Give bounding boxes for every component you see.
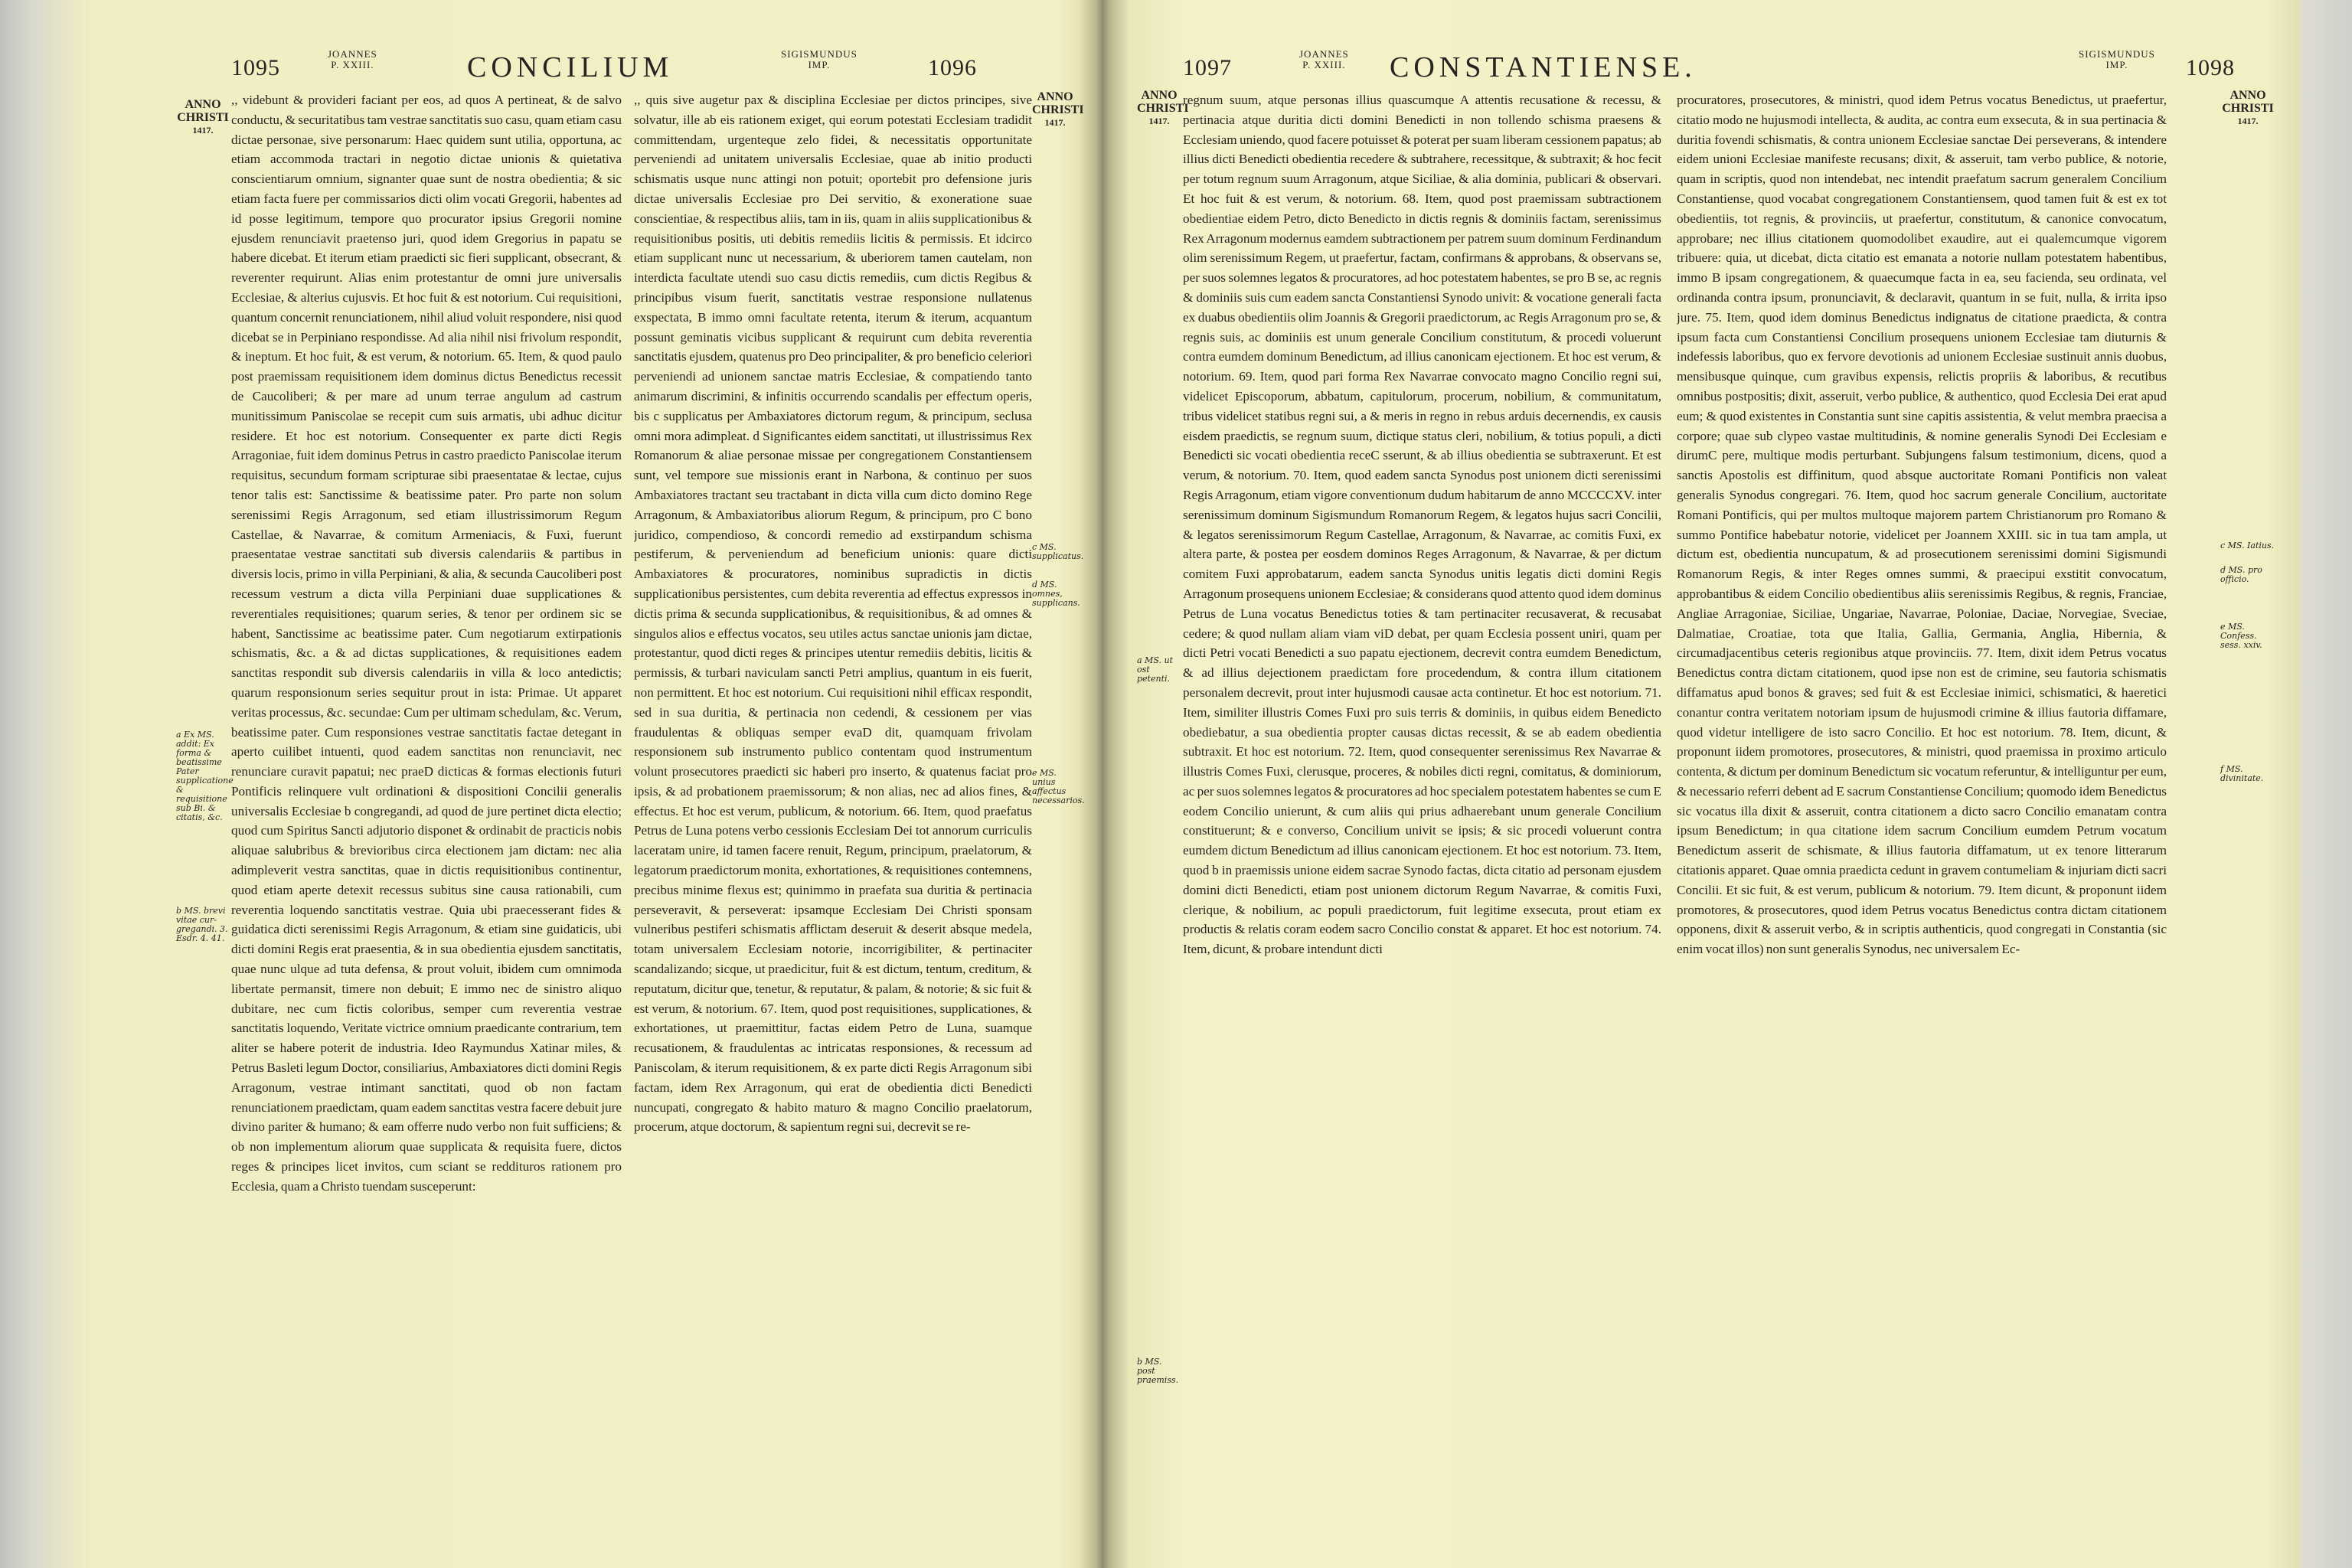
inner-note-e: e MS. unius affectus necessarios. (1032, 768, 1085, 805)
margin-note-a: a Ex MS. addit: Ex forma & beatissime Pater supplicatione & requisitione sub Bi. & citatis, &c. (176, 730, 234, 822)
outer-note-f: f MS. divinitate. (2220, 764, 2264, 783)
right-note-b: b MS. post praemiss. (1137, 1357, 1179, 1385)
right-outer-margin (2220, 89, 2275, 783)
outer-note-d: d MS. pro officio. (2220, 565, 2262, 584)
left-pope-label: JOANNES P. XXIII. (328, 48, 377, 70)
outer-margin-anno: ANNO (2230, 89, 2266, 102)
outer-note-e: e MS. Confess. sess. xxiv. (2220, 622, 2262, 650)
left-page-number-1: 1095 (231, 55, 280, 80)
left-column-2 (634, 90, 1032, 1530)
right-left-margin (1137, 89, 1189, 1385)
left-emperor-label: SIGISMUNDUS IMP. (781, 48, 858, 70)
left-running-title: CONCILIUM (467, 51, 674, 83)
left-page-columns (231, 90, 1087, 1530)
left-inner-margin (1032, 90, 1085, 1530)
right-margin-anno: ANNO (1141, 89, 1178, 102)
right-column-2 (1677, 90, 2167, 1530)
inner-note-c: c MS. supplicatus. (1032, 542, 1084, 561)
margin-year: 1417. (192, 125, 214, 136)
left-page (176, 44, 1087, 1545)
right-column-1 (1183, 90, 1661, 1530)
right-margin-year: 1417. (1148, 116, 1170, 126)
left-margin (176, 98, 234, 943)
outer-margin-christi: CHRISTI (2222, 102, 2274, 115)
right-page-header (1129, 44, 2285, 90)
outer-margin-year: 1417. (2237, 116, 2259, 126)
right-note-a: a MS. ut ost petenti. (1137, 655, 1173, 684)
right-running-title: CONSTANTIENSE. (1390, 51, 1697, 83)
inner-margin-year: 1417. (1044, 117, 1066, 128)
margin-christi: CHRISTI (177, 111, 229, 124)
inner-note-d: d MS. omnes, supplicans. (1032, 580, 1080, 608)
right-column-2-text: procuratores, prosecutores, & ministri, quod idem Petrus vocatus Benedictus, ut praefertur, citatio modo ne hujusmodi intellecta, & audita, ac contra eum exsecuta, & in sua pertinacia & duritia fovendi schismatis, & contra unionem Ecclesiae sanctae Dei perseverans, & intendere eidem unioni Ecclesiae manifeste recusans; dixit, & asseruit, tam verbo publice, & notorie, quam in scriptis, quod non intendebat, nec intendit praefatum sacrum generalem Concilium Constantiense, quod vocabat congregationem Constantiensem, quod tamen fuit & est ex tot obedientiis, tot regnis, & provinciis, ut praefertur, constitutum, & canonice convocatum, approbare; nec illius citationem quomodolibet exaudire, aut ei qualemcumque vigorem tribuere: quia, ut dicebat, dicta citatio est emanata a notorie nullam potestatem habentibus, immo B ipsam congregationem, & quaecumque facta in ea, seu facienda, seu ordinata, vel ordinanda contra ipsum, pronunciavit, & declaravit, quantum in se fuit, nulla, & irrita ipso jure. 75. Item, quod idem dominus Benedictus indignatus de citatione praedicta, & contra ipsum facta cum Constantiensi Concilium prosequens unionem Ecclesiae tam diuturnis & indefessis laboribus, quo ex fervore devotionis ad unionem Ecclesiae sustinuit annis duobus, mensibusque quinque, cum gravibus expensis, relictis propriis & laboribus, & recutibus omnibus postpositis; dixit, asseruit, verbo publice, & authentico, quod Ecclesia Dei erat apud eum; & quod existentes in Constantia sunt sine capitis assistentia, & velut membra praecisa a corpore; quae sub clypeo vastae multitudinis, & nomine generalis Synodi Dei Ecclesiam e dirumC pere, multique modis perturbant. Subjungens falsum testimonium, dicens, quod a sanctis Apostolis est diffinitum, quod absque auctoritate Romani Pontificis non valeat generalis Synodus congregari. 76. Item, quod hoc sacrum generale Concilium, auctoritate Romani Pontificis, qui per multos multoque majorem partem Christianorum pro Romano & summo Pontifice habebatur notorie, videlicet per Joannem XXIII. sic in tua tam ampla, ut dictum est, obedientia nuncupatum, & ad prosecutionem serenissimi domini Sigismundi Romanorum Regis, & inter Reges omnes summi, & praecipui exstitit convocatum, approbantibus & eidem Concilio obedientibus aliis serenissimis Regibus, & regnis, Franciae, Angliae Arragoniae, Siciliae, Ungariae, Navarrae, Poloniae, Daciae, Norvegiae, Sveciae, Dalmatiae, Croatiae, tota que Italia, Gallia, Germania, Anglia, Hibernia, & circumadjacentibus ceteris regionibus atque provinciis. 77. Item, dixit idem Petrus vocatus Benedictus contra dictam citationem, quod ipse non est de crimine, seu fautoria schismatis diffamatus apud bonos & graves; sed fuit & est Ecclesiae inimici, schismatici, & haeretici conantur contra veritatem notoriam ipsum de hujusmodi crimine & illius fautoria diffamare, quod videtur intelligere de isto sacro Concilio. Et hoc est notorium. 78. Item, dicunt, & proponunt iidem promotores, prosecutores, & ministri, quod praemissa in proximo articulo contenta, & dictum per dominum Benedictum sic vocatum referuntur, & intelliguntur per eum, & necessario referri debent ad E sacrum Constantiense Concilium; quomodo idem Benedictus sic vocatus illa dixit & asseruit, contra citationem a dicto sacro Concilio emanatam contra ipsum Benedictum; in qua citatione idem sacrum Concilium eumdem Petrum vocatum Benedictum asserit de schismate, & illius fautoria diffamatum, ut ex tenore litterarum citationis apparet. Quae omnia praedicta cedunt in gravem contumeliam & injuriam dicti sacri Concilii. Et sic fuit, & est verum, publicum & notorium. 79. Item dicunt, & proponunt iidem promotores, & prosecutores, quod idem Petrus vocatus Benedictus contra dictam citationem opponens, dixit & asseruit verbo, & in scriptis authenticis, quod congregati in Constantia (sic enim vocat illos) non sunt generalis Synodus, nec universalem Ec- (1677, 93, 2167, 957)
margin-anno: ANNO (185, 98, 221, 111)
right-page (1129, 44, 2285, 1545)
right-emperor-label: SIGISMUNDUS IMP. (2079, 48, 2155, 70)
right-pope-label: JOANNES P. XXIII. (1299, 48, 1349, 70)
inner-margin-christi: CHRISTI (1032, 103, 1084, 116)
right-page-columns (1183, 90, 2209, 1530)
right-margin-christi: CHRISTI (1137, 102, 1189, 115)
right-page-number-2: 1098 (2186, 55, 2235, 80)
margin-note-b: b MS. brevi vitae cur- gregandi. 3. Esdr. 4. 41. (176, 906, 228, 943)
right-page-number-1: 1097 (1183, 55, 1232, 80)
left-page-number-2: 1096 (928, 55, 977, 80)
right-column-1-text: regnum suum, atque personas illius quascumque A attentis recusatione & recessu, & pertinacia atque duritia dicti domini Benedicti in non tollendo schisma praesens & Ecclesiam uniendo, quod facere potuisset & poterat per suam liberam cessionem papatus; ab illius dicti Benedicti obedientia recedere & subtrahere, recessitque, & subtraxit; & hoc fecit per totum regnum suum Arragonum, atque Siciliae, & alia dominia, publicari & observari. Et hoc fuit & est verum, & notorium. 68. Item, quod post praemissam subtractionem obedientiae eidem Petro, dicto Benedicto in dictis regnis & dominiis factam, serenissimus Rex Arragonum modernus eamdem subtractionem per patrem suum dominum Ferdinandum olim serenissimum Regem, ut praefertur, factam, confirmans & approbans, & observans se, per suos solemnes legatos & procuratores, ad hoc potestatem habentes, se pro B se, ac regnis & dominiis suis cum eadem sancta Constantiensi Synodo univit: & vocatione generali facta ex duabus obedientiis olim Joannis & Gregorii praedictorum, ac Regis Arragonum pro se, & regnis suis, ac dominiis est unum generale Concilium constitutum, & procedi voluerunt contra eumdem dominum Benedictum, ad illius canonicam ejectionem. Et hoc est verum, & notorium. 69. Item, quod pari forma Rex Navarrae convocato magno Concilio regni sui, videlicet Episcoporum, abbatum, capitulorum, procerum, nobilium, & communitatum, tribus videlicet statibus regni sui, a & meris in regno in rebus arduis decernendis, ex causis eisdem praedictis, se regnum suum, dictique status cleri, nobilium, & totius populi, a dicti Benedicti sic vocati obedientia receC sserunt, & ab illius obedientia se subtraxerunt. Et est verum, & notorium. 70. Item, quod eadem sancta Synodus post unionem dicti serenissimi Regis Arragonum, etiam vigore conventionum dudum habitarum de anno MCCCCXV. inter serenissimum dominum Sigismundum Romanorum Regem, & legatos hujus sacri Concilii, & legatos serenissimorum Regum Castellae, Arragonum, & Navarrae, ac comitis Fuxi, ex altera parte, & postea per eosdem dominos Reges Arragonum, & Navarrae, & per dictum comitem Fuxi approbatarum, eadem sancta Synodus unitis legatis dicti domini Regis Arragonum prosequens unionem Ecclesiae; & considerans quod attento quod idem dominus Petrus de Luna vocatus Benedictus toties & tam pertinaciter recusaverat, & recusabat cedere; & quod nullam aliam viam viD debat, per quam Ecclesia possent uniri, quam per dicti Petri vocati Benedicti a suo papatu ejectionem, decrevit contra eumdem Benedictum, & ad illius dejectionem praedictam fore procedendum, & contra illum citationem personalem decrevit, prout inter hujusmodi causae acta continetur. Et hoc est notorium. 71. Item, similiter illustris Comes Fuxi pro suis terris & dominiis, in quibus eidem Benedicto obediebatur, a sua obedientia propter causas dictas recessit, & se ab eadem obedientia subtraxit. Et hoc est notorium. 72. Item, quod consequenter serenissimus Rex Navarrae & illustris Comes Fuxi, clerusque, proceres, & nobiles dicti regni, comitatus, & dominiorum, ac per suos solemnes legatos & procuratores ad hoc specialem potestatem habentes se cum E eodem Concilio unierunt, & cum aliis qui prius adhaerebant unum generale Concilium constituerunt; & e converso, Concilium univit se ipsis; & sic procedi voluerunt contra eumdem dictum Benedictum ad illius canonicam ejectionem. Et hoc est notorium. 73. Item, quod b in praemissis unione eidem sacrae Synodo factas, dicta citatio ad personam ejusdem domini dicti Benedicti, etiam post unionem dictorum Regum Navarrae, & comitis Fuxi, clerique, & nobilium, ac populi praedictorum, fuit legitime exsecuta, prout etiam ex productis & relatis coram eodem sacro Concilio constat & apparet. Et hoc est notorium. 74. Item, dicunt, & probare intendunt dicti (1183, 93, 1661, 957)
outer-note-c: c MS. Iatius. (2220, 541, 2275, 550)
left-column-1-text: ,, videbunt & provideri faciant per eos, ad quos A pertineat, & de salvo conductu, & securitatibus tam vestrae sanctitatis suo casu, quam etiam casu dictae personae, sive personarum: Haec quidem sunt utilia, opportuna, ac etiam accommoda tractari in negotio dictae unionis & quietativa conscientiarum omnium, signanter quae sunt de nostra obedientia; & sic etiam facta fuere per commissarios dicti olim vocati Gregorii, habentes ad id posse legitimum, tempore quo procurator ipsius Gregorii nomine ejusdem renunciavit praetenso juri, quod idem Gregorius in papatu se habere dicebat. Et iterum etiam praedicti sic fieri supplicant, obsecrant, & reverenter requirunt. Alias enim protestantur de omni jure universalis Ecclesiae, & alterius cujusvis. Et hoc fuit & est notorium. Cui requisitioni, quantum concernit renunciationem, nihil aliud voluit respondere, nisi quod dicebat se in Perpiniano respondisse. Ad alia nihil nisi frivolum respondit, & ineptum. Et hoc fuit, & est verum, & notorium. 65. Item, & quod paulo post praemissam requisitionem idem dominus dictus Benedictus recessit de Caucoliberi; & per mare ad unum terrae angulum ad castrum munitissimum Paniscolae se recepit cum suis armatis, ubi adhuc dicitur residere. Et hoc est notorium. Consequenter ex parte dicti Regis Arragoniae, fuit idem dominus Petrus in castro praedicto Paniscolae iterum requisitus, secundum formam scripturae sibi praesentatae & lectae, cujus tenor talis est: Sanctissime & beatissime pater. Pro parte non solum serenissimi Regis Arragonum, sed etiam illustrissimorum Regum Castellae, & Navarrae, & comitum Armeniacis, & Fuxi, fuerunt praesentatae vestrae sanctitati sub diversis calendariis & partibus in diversis locis, primo in villa Perpiniani, & alia, & secunda Caucoliberi post recessum vestrum a dicta villa Perpiniani duae supplicationes & reverentiales requisitiones; quarum series, & tenor per ordinem sic se habent, Sanctissime ac beatissime pater. Cum negotiarum extirpationis schismatis, &c. a & ad dictas supplicationes, & requisitiones eadem sanctitas respondit sub diversis calendariis in villa & loco antedictis; quarum responsionum series sequitur prout in ista: Primae. Ut apparet veritas processus, &c. secundae: Cum per ultimam schedulam, &c. Verum, beatissime pater. Cum responsiones vestrae sanctitatis factae detegant in aperto cuilibet intuenti, quod eadem sanctitas non renunciavit, nec renunciare curavit papatui; nec praeD dicticas & formas electionis futuri Pontificis relinquere vult ordinationi & dispositioni Concilii generalis universalis Ecclesiae b congregandi, ad quod de jure pertinet dicta electio; quod cum Spiritus Sancti adjutorio disponet & ordinabit de practicis nobis aliquae salubribus & brevioribus circa electionem jam dictam: nec alia adimpleverit vestra sanctitas, quae in dictis requisitionibus continentur, quod etiam aperte detexit recessus subitus sine causa rationabili, cum reverentia loquendo sanctitatis vestrae. Quia ubi praecesserant fides & guidatica dicti serenissimi Regis Arragonum, & etiam sine guidaticis, ubi dicti domini Regis erat praesentia, & in sua obedientia ejusdem sanctitatis, quae nunc ulque ad tuta defensa, & prout voluit, ibidem cum omnimoda libertate permansit, timere non debuit; E immo nec de sinistro aliquo dubitare, nec cum fictis coloribus, semper cum reverentia vestrae sanctitatis loquendo, Veritate victrice omnium praedicante contrarium, tem aliter se habere poterit de industria. Ideo Raymundus Xatinar miles, & Petrus Basleti legum Doctor, consiliarius, Ambaxiatores dicti domini Regis Arragonum, vestrae intimant sanctitati, quod ob non factam renunciationem praedictam, quam eadem sanctitas vestra facere debuit jure divino pariter & humano; & eam offerre nudo verbo non fuit sufficiens; & ob non implementum aliorum quae supplicata & requisita fuere, dictos reges & principes licet invitos, cum sciant se reddituros rationem pro Ecclesia, quam a Christo tuendam susceperunt: (231, 93, 622, 1194)
left-column-1 (231, 90, 622, 1530)
left-page-header (176, 44, 1087, 90)
inner-margin-anno: ANNO (1037, 90, 1073, 103)
left-column-2-text: ,, quis sive augetur pax & disciplina Ecclesiae per dictos principes, sive solvatur, ille ab eis rationem exiget, qui eorum potestati Ecclesiam tradidit committendam, urgenteque zelo fidei, & necessitatis opportunitate perveniendi ad unitatem universalis Ecclesiae, quae ab initio producti schismatis usque nunc attingi non potuit; oportebit pro defensione juris dictae universalis Ecclesiae pro Dei servitio, & exoneratione suae conscientiae, & respectibus aliis, tam in iis, quam in aliis supplicationibus & requisitionibus positis, uti debitis remediis licitis & permissis. Et idcirco etiam supplicant nunc ut necessarium, & uberiorem tamen cautelam, non interdicta facultate utendi suo casu dictis remediis, cum dictis Regibus & principibus visum fuerit, sanctitatis vestrae responsione nullatenus exspectata, B immo omni facultate retenta, iterum & iterum, acquantum possunt geminatis vicibus supplicant & requirunt cum debita reverentia sanctitatis ejusdem, quatenus pro Deo principaliter, & pro beneficio celeriori perveniendi ad unionem sanctae matris Ecclesiae, & compatiendo tanto animarum discrimini, & infinitis occurrendo scandalis per effectum operis, bis c supplicatus per Ambaxiatores dictorum regum, & principum, seclusa omni mora adimpleat. d Significantes eidem sanctitati, ut illustrissimus Rex Romanorum & aliae personae missae per congregationem Constantiensem sunt, vel tempore sue missionis erant in Narbona, & continuo per suos Ambaxiatores tractant seu tractabant in dicta villa cum dicto domino Rege Arragonum, & Ambaxiatoribus aliorum Regum, & principum, pro C bono juridico, compendioso, & concordi remedio ad exstirpandum schisma pestiferum, & perveniendum ad beneficium unionis: quare dicti Ambaxiatores & procuratores, nominibus supradictis in dictis supplicationibus persistentes, cum debita reverentia ad effectus expressos in dictis prima & secunda supplicationibus, & requisitionibus, & ad omnes & singulos alios e effectus vocatos, seu utiles actus sanctae unionis jam dictae, protestantur, quod dicti reges & principes utentur remediis debitis, licitis & permissis, & turbari naviculam sancti Petri amplius, quantum in eis fuerit, non permittent. Et hoc est notorium. Cui requisitioni nihil efficax respondit, sed in sua duritia, & pertinacia non cedendi, & cessionem per vias fraudulentas & obliquas semper evaD dit, quamquam frivolam responsionem sub instrumento publico contentam quod instrumentum volunt prosecutores praedicti sic haberi pro inserto, & quatenus faciat pro ipsis, & ad probationem praemissorum; & non alias, nec ad alios fines, & effectus. Et hoc est verum, publicum, & notorium. 66. Item, quod praefatus Petrus de Luna potens verbo cessionis Ecclesiam Dei tot annorum curriculis laceratam unire, id tamen facere renuit, Regum, principum, praelatorum, & legatorum praedictorum monita, exhortationes, & requisitiones contemnens, precibus minime flexus est; quinimmo in praefata sua duritia & pertinacia perseveravit, & perseverat: ipsamque Ecclesiam Dei Christi sponsam vulneribus pestiferi schismatis afflictam deseruit & deserit absque medela, totam universalem Ecclesiam notorie, incorrigibiliter, & pertinaciter scandalizando; sicque, ut praedicitur, fuit & est dictum, tentum, creditum, & reputatum, dicitur que, tenetur, & reputatur, & palam, & notorie; & sic fuit & est verum, & notorium. 67. Item, quod post requisitiones, supplicationes, & exhortationes, ut praemittitur, factas eidem Petro de Luna, suamque recusationem, & fraudulentas ac intricatas responsiones, & recessum ad Paniscolam, & iterum requisitionem, & ex parte dicti Regis Arragonum sibi factam, idem Rex Arragonum, qui erat de obedientia dicti Benedicti nuncupati, congregato & habito maturo & magno Concilio praelatorum, procerum, atque doctorum, & sapientum regni sui, decrevit se re- (634, 93, 1032, 1135)
